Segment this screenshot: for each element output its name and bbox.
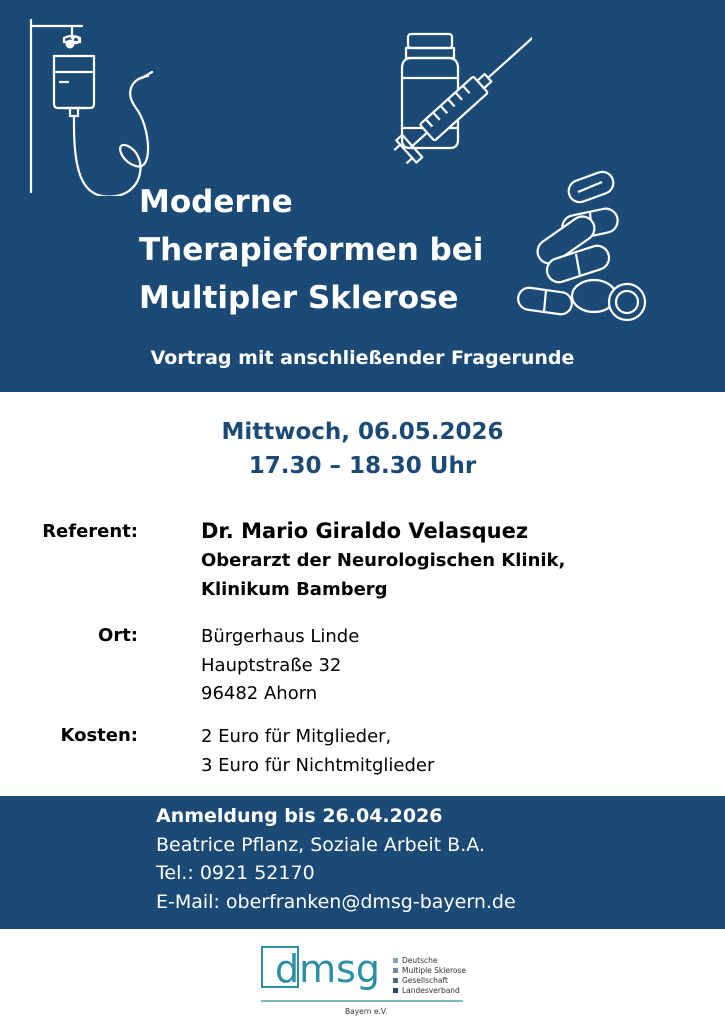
location-label: Ort: (98, 625, 138, 646)
costs-line: 2 Euro für Mitglieder, (201, 726, 392, 747)
logo-line: Multiple Sklerose (402, 966, 467, 975)
registration-contact: Beatrice Pflanz, Soziale Arbeit B.A. (156, 833, 485, 856)
title-line: Moderne (139, 184, 293, 220)
speaker-role: Oberarzt der Neurologischen Klinik, (201, 550, 566, 571)
event-time: 17.30 – 18.30 Uhr (248, 453, 477, 479)
logo-line: Deutsche (402, 956, 438, 965)
registration-info (156, 802, 516, 916)
registration-banner (0, 796, 725, 929)
registration-phone: Tel.: 0921 52170 (156, 862, 315, 884)
title-line: Multipler Sklerose (139, 280, 459, 316)
location-line: Bürgerhaus Linde (201, 626, 360, 647)
location-line: Hauptstraße 32 (201, 654, 342, 676)
event-date: Mittwoch, 06.05.2026 (221, 419, 504, 445)
speaker-info (201, 515, 565, 604)
logo-region: Bayern e.V. (345, 1007, 388, 1016)
costs-info (201, 723, 434, 780)
iv-drip-icon (24, 16, 164, 196)
costs-label: Kosten: (60, 725, 138, 746)
location-info (201, 623, 359, 709)
logo-wordmark: dmsg (275, 947, 381, 991)
location-line: 96482 Ahorn (201, 683, 318, 704)
costs-line: 3 Euro für Nichtmitglieder (201, 754, 435, 776)
header-banner (0, 0, 725, 392)
dmsg-logo (261, 944, 471, 1018)
event-datetime (0, 415, 725, 483)
registration-deadline: Anmeldung bis 26.04.2026 (156, 805, 443, 827)
speaker-name: Dr. Mario Giraldo Velasquez (201, 519, 529, 543)
pills-icon (514, 166, 654, 326)
event-title (139, 178, 483, 322)
logo-line: Gesellschaft (402, 976, 448, 985)
logo-line: Landesverband (402, 986, 460, 995)
speaker-role: Klinikum Bamberg (201, 578, 388, 600)
speaker-label: Referent: (42, 521, 138, 542)
title-line: Therapieformen bei (139, 232, 484, 268)
syringe-vial-icon (376, 28, 532, 182)
registration-email[interactable]: E-Mail: oberfranken@dmsg-bayern.de (156, 890, 516, 913)
event-subtitle: Vortrag mit anschließender Fragerunde (150, 347, 575, 369)
